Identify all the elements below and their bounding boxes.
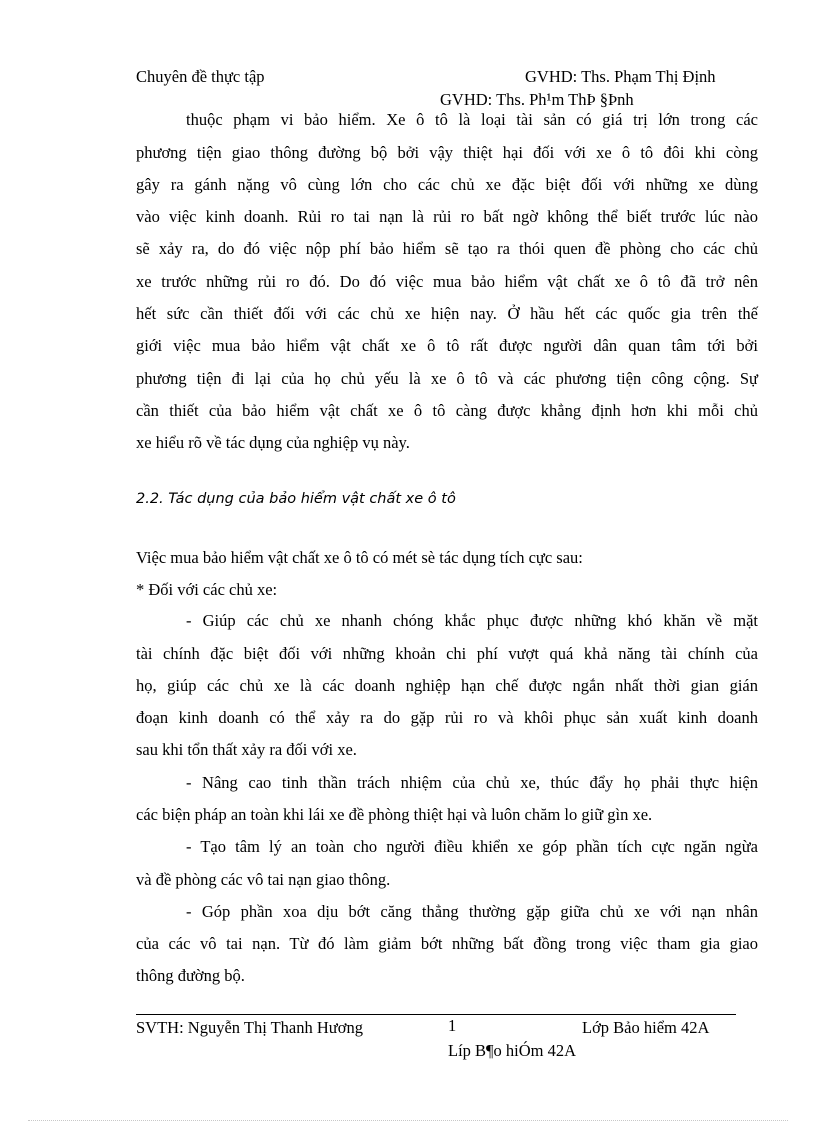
text-line: cần thiết của bảo hiểm vật chất xe ô tô càng được khẳng định hơn khi mỗi chủ (136, 401, 758, 420)
text-line: tài chính đặc biệt đối với những khoản chi phí vượt quá khả năng tài chính của (136, 644, 758, 663)
text-line: giới việc mua bảo hiểm vật chất xe ô tô rất được người dân quan tâm tới bởi (136, 336, 758, 355)
text-line: hết sức cần thiết đối với các chủ xe hiện nay. Ở hầu hết các quốc gia trên thế (136, 304, 758, 323)
text-line: sau khi tổn thất xảy ra đối với xe. (136, 740, 357, 759)
text-line: sẽ xảy ra, do đó việc nộp phí bảo hiểm sẽ tạo ra thói quen đề phòng cho các chủ (136, 239, 758, 258)
page-number: 1 (448, 1016, 457, 1035)
footer-right: Lớp Bảo hiểm 42A (582, 1018, 710, 1037)
text-line: của các vô tai nạn. Từ đó làm giảm bớt những bất đồng trong việc tham gia giao (136, 934, 758, 953)
header-left: Chuyên đề thực tập (136, 67, 265, 86)
text-line: phương tiện đi lại của họ chủ yếu là xe ô tô và các phương tiện công cộng. Sự (136, 369, 758, 388)
owner-heading: * Đối với các chủ xe: (136, 580, 278, 599)
intro-line: Việc mua bảo hiểm vật chất xe ô tô có mét sè tác dụng tích cực sau: (136, 548, 583, 567)
text-line: phương tiện giao thông đường bộ bởi vậy thiệt hại đối với xe ô tô đôi khi còng (136, 143, 758, 162)
text-line: thuộc phạm vi bảo hiểm. Xe ô tô là loại tài sản có giá trị lớn trong các (186, 110, 758, 129)
text-line: - Góp phần xoa dịu bớt căng thẳng thường gặp giữa chủ xe với nạn nhân (186, 902, 758, 921)
footer-garbled: Líp B¶o hiÓm 42A (448, 1041, 577, 1060)
footer-divider (136, 1014, 736, 1015)
page-edge-divider (28, 1120, 788, 1121)
footer-left: SVTH: Nguyễn Thị Thanh Hương (136, 1018, 363, 1037)
text-line: và đề phòng các vô tai nạn giao thông. (136, 870, 391, 889)
text-line: thông đường bộ. (136, 966, 245, 985)
text-line: vào việc kinh doanh. Rủi ro tai nạn là rủi ro bất ngờ không thể biết trước lúc nào (136, 207, 758, 226)
text-line: gây ra gánh nặng vô cùng lớn cho các chủ xe đặc biệt đối với những xe dùng (136, 175, 758, 194)
header-garbled: GVHD: Ths. Ph¹m ThÞ §Þnh (440, 90, 634, 109)
text-line: xe trước những rủi ro đó. Do đó việc mua bảo hiểm vật chất xe ô tô đã trở nên (136, 272, 758, 291)
text-line: đoạn kinh doanh có thể xảy ra do gặp rủi ro và khôi phục sản xuất kinh doanh (136, 708, 758, 727)
text-line: xe hiểu rõ về tác dụng của nghiệp vụ này. (136, 433, 410, 452)
text-line: - Tạo tâm lý an toàn cho người điều khiển xe góp phần tích cực ngăn ngừa (186, 837, 758, 856)
text-line: - Giúp các chủ xe nhanh chóng khắc phục được những khó khăn về mặt (186, 611, 758, 630)
text-line: - Nâng cao tinh thần trách nhiệm của chủ xe, thúc đẩy họ phải thực hiện (186, 773, 758, 792)
text-line: các biện pháp an toàn khi lái xe đề phòng thiệt hại và luôn chăm lo giữ gìn xe. (136, 805, 653, 824)
text-line: họ, giúp các chủ xe là các doanh nghiệp hạn chế được ngắn nhất thời gian gián (136, 676, 758, 695)
section-heading: 2.2. Tác dụng của bảo hiểm vật chất xe ô tô (136, 491, 456, 507)
header-right: GVHD: Ths. Phạm Thị Định (525, 67, 716, 86)
